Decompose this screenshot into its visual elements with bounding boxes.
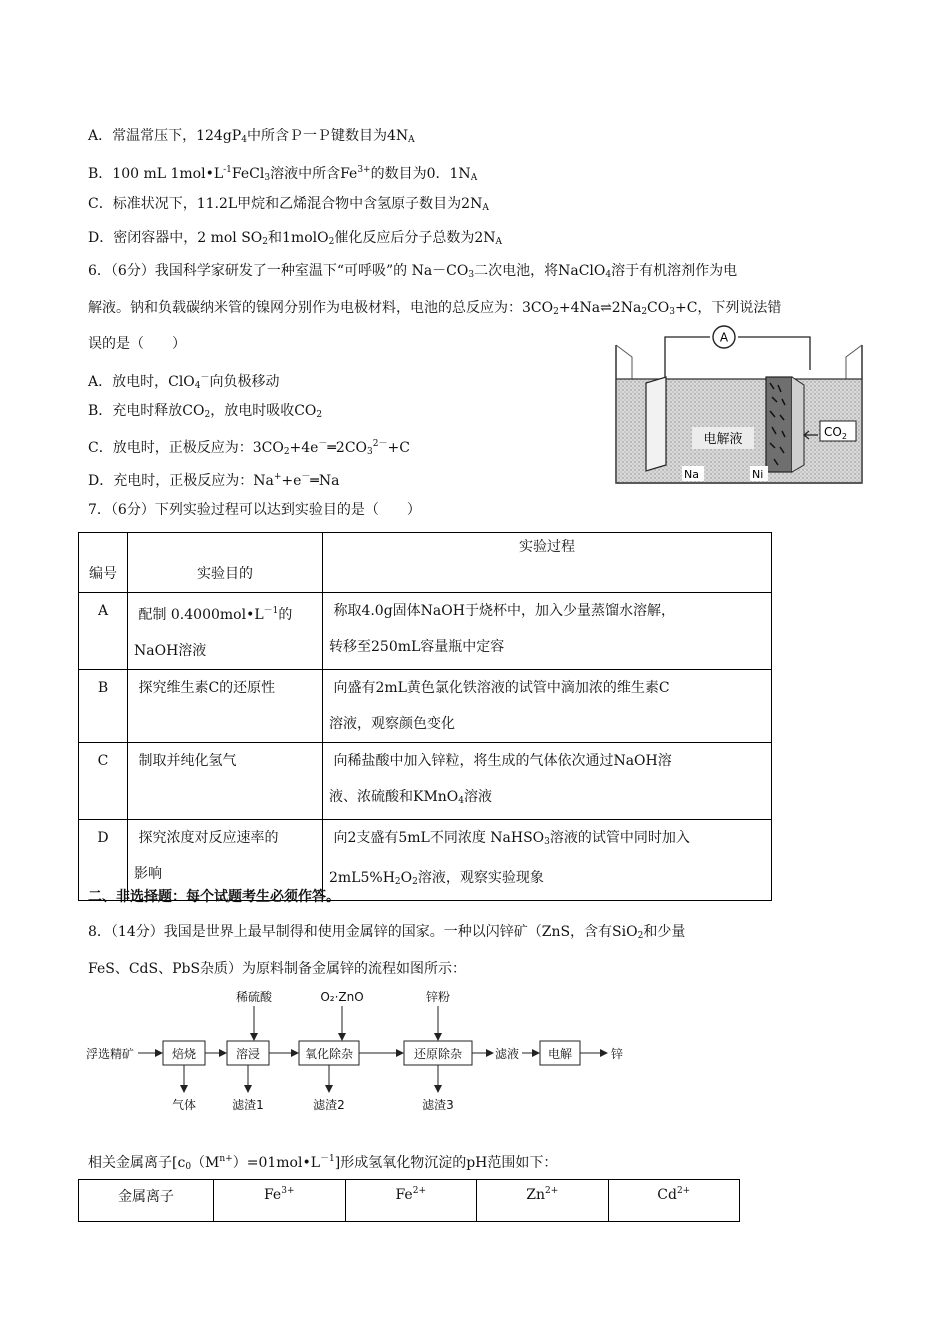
flow-filtrate-label: 滤液 [495,1047,520,1061]
table-header-row [79,533,772,593]
circuit-wire [665,337,710,385]
na-label: Na [684,468,699,481]
process-flowchart [86,988,646,1118]
ni-electrode [766,377,792,472]
q6-option-b: B．充电时释放$CO_2$，放电时吸收$CO_2$ [88,403,323,420]
experiment-table [78,532,772,901]
flow-reduce-label: 还原除杂 [413,1047,463,1061]
row-process: 向稀盐酸中加入锌粒，将生成的气体依次通过NaOH溶 液、浓硫酸和KMnO$_4$溶液 [323,743,772,820]
row-purpose: 制取并纯化氢气 [128,743,323,820]
q8-ph-note: 相关金属离子$[c_0(M^{n+})=01mol•L^{-1}]$形成氢氧化物沉淀的pH范围如下： [88,1154,558,1172]
row-id: A [79,593,128,670]
q5-option-c: C．标准状况下，11.2L甲烷和乙烯混合物中含氢原子数目为$2N_A$ [88,196,489,213]
q5-option-b: B．100 mL $1mol•L^{-1}FeCl_3$溶液中所含$Fe^{3+}$的数目为0．$1N_A$ [88,165,478,183]
q8-stem-line2: FeS、CdS、PbS杂质）为原料制备金属锌的流程如图所示： [88,961,467,977]
na-electrode [646,377,666,471]
ion-cell: $Fe^{3+}$ [214,1180,346,1222]
row-purpose: 探究维生素C的还原性 [128,670,323,743]
ion-cell: $Fe^{2+}$ [345,1180,477,1222]
header-number: 编号 [79,533,128,593]
q6-option-c: C．放电时，正极反应为：$3CO_2+4e^-═2CO_3^{2-}+C$ [88,439,410,457]
flow-output-residue3: 滤渣3 [422,1098,454,1112]
q6-option-a: A．放电时，ClO$_4$－向负极移动 [88,373,280,391]
flow-product-label: 锌 [611,1047,624,1061]
q8-stem-line1: 8．（14分）我国是世界上最早制得和使用金属锌的国家。一种以闪锌矿（ZnS，含有SiO$_2$和少量 [88,924,686,941]
row-process: 称取4.0g固体NaOH于烧杯中，加入少量蒸馏水溶解， 转移至250mL容量瓶中定容 [323,593,772,670]
row-id: D [79,820,128,901]
q6-stem-line1: 6．（6分）我国科学家研发了一种室温下“可呼吸”的 $Na-CO_3$二次电池，将NaClO$_4$溶于有机溶剂作为电 [88,263,738,280]
table-row [79,593,772,670]
ion-cell: $Cd^{2+}$ [608,1180,740,1222]
q6-stem-line3: 误的是（ ） [88,336,186,352]
flow-input-acid: 稀硫酸 [235,990,273,1004]
table-row [79,1180,740,1222]
q5-option-a: A．常温常压下，$124gP_4$中所含Ｐ一Ｐ键数目为$4N_A$ [88,128,415,145]
flow-output-residue2: 滤渣2 [313,1098,345,1112]
flow-input-o2zno: O₂·ZnO [320,990,364,1004]
row-purpose: 配制 $0.4000mol•L^{-1}$的 NaOH溶液 [128,593,323,670]
table-row [79,743,772,820]
q6-option-d: D．充电时，正极反应为：Na++e－═Na [88,472,340,489]
flow-input-zinc-powder: 锌粉 [425,990,451,1004]
header-purpose: 实验目的 [128,533,323,593]
row-purpose: 探究浓度对反应速率的 影响 [128,820,323,901]
flow-roast-label: 焙烧 [171,1047,197,1061]
table-row [79,670,772,743]
electrolyte-label: 电解液 [703,432,743,447]
flow-output-residue1: 滤渣1 [232,1098,264,1112]
flow-output-gas: 气体 [171,1098,197,1112]
ni-label: Ni [752,468,764,481]
flow-leach-label: 溶浸 [235,1047,261,1061]
row-id: C [79,743,128,820]
circuit-wire [738,337,810,370]
q7-stem: 7．（6分）下列实验过程可以达到实验目的是（ ） [88,502,421,518]
row-process: 向2支盛有5mL不同浓度 NaHSO$_3$溶液的试管中同时加入 $2mL5\%H_2O_2$溶液，观察实验现象 [323,820,772,901]
q6-stem-line2: 解液。钠和负载碳纳米管的镍网分别作为电极材料，电池的总反应为：$3CO_2+4Na\rightleftharpoons 2Na_2CO_3+C$，下列说法错 [88,300,782,317]
flow-start-label: 浮选精矿 [86,1047,135,1061]
metal-ion-table [78,1179,740,1222]
q5-option-d: D．密闭容器中，2 mol $SO_2$和1molO$_2$催化反应后分子总数为$2N_A$ [88,230,503,247]
co2-label: $CO_2$ [824,425,847,441]
row-process: 向盛有2mL黄色氯化铁溶液的试管中滴加浓的维生素C 溶液，观察颜色变化 [323,670,772,743]
flow-electro-label: 电解 [547,1047,573,1061]
flow-oxidize-label: 氧化除杂 [304,1047,354,1061]
ammeter-label: A [719,330,729,345]
row-id: B [79,670,128,743]
header-process: 实验过程 [323,533,772,593]
ion-cell: $Zn^{2+}$ [477,1180,609,1222]
ion-table-label: 金属离子 [79,1180,214,1222]
section-heading: 二、非选择题：每个试题考生必须作答。 [88,889,340,905]
battery-diagram [610,325,868,487]
